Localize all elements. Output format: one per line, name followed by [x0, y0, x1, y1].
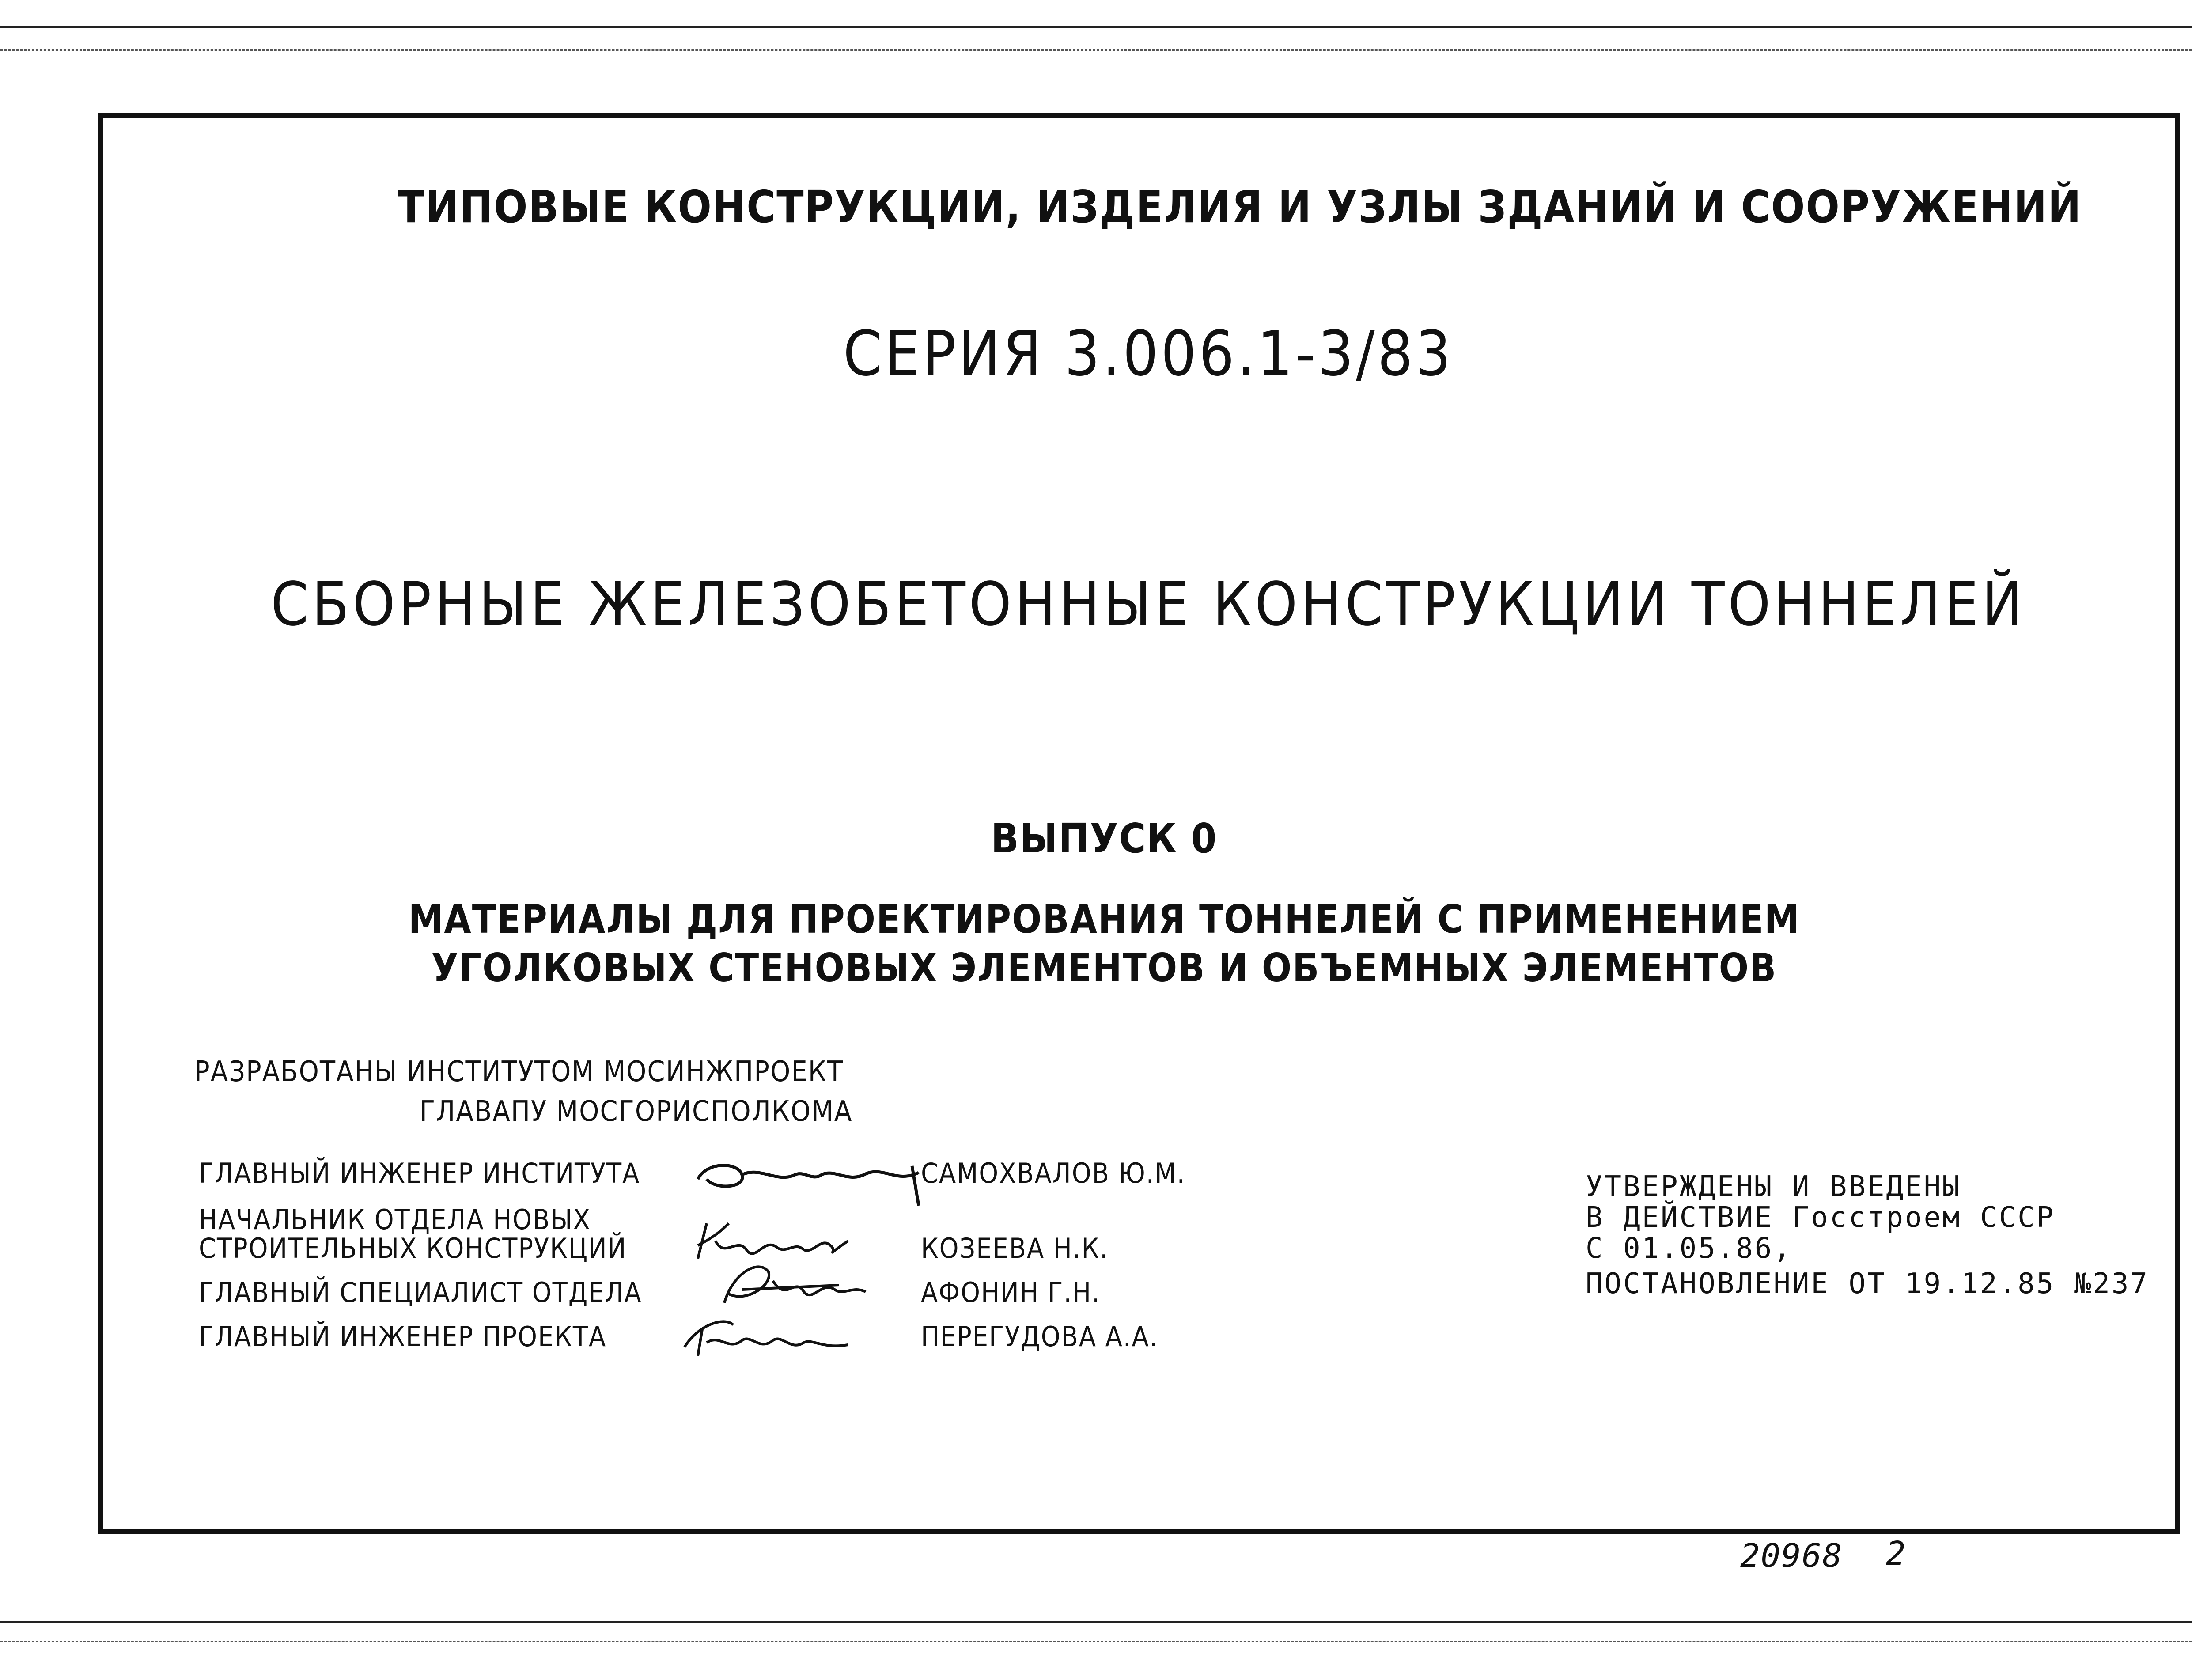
main-title: СБОРНЫЕ ЖЕЛЕЗОБЕТОННЫЕ КОНСТРУКЦИИ ТОННЕЛЕЙ	[271, 570, 2026, 639]
signature-peregudova	[671, 1307, 857, 1365]
signatory-role: ГЛАВНЫЙ СПЕЦИАЛИСТ ОТДЕЛА	[199, 1276, 642, 1309]
signatory-role-line-2: СТРОИТЕЛЬНЫХ КОНСТРУКЦИЙ	[199, 1232, 627, 1264]
top-dashed-line	[0, 49, 2192, 51]
issue-number: ВЫПУСК 0	[991, 815, 1218, 862]
developer-line-2: ГЛАВАПУ МОСГОРИСПОЛКОМА	[420, 1095, 853, 1128]
developer-line-1: РАЗРАБОТАНЫ ИНСТИТУТОМ МОСИНЖПРОЕКТ	[194, 1056, 844, 1088]
page-number: 2	[1886, 1535, 1907, 1573]
approval-line-3: С 01.05.86,	[1586, 1232, 1792, 1265]
bottom-dashed-line	[0, 1641, 2192, 1642]
signature-samokhvalov	[689, 1148, 936, 1210]
signatory-role: ГЛАВНЫЙ ИНЖЕНЕР ПРОЕКТА	[199, 1321, 607, 1353]
top-border-line	[0, 26, 2192, 28]
signatory-role-line-1: НАЧАЛЬНИК ОТДЕЛА НОВЫХ	[199, 1203, 591, 1236]
signatory-name: КОЗЕЕВА Н.К.	[921, 1232, 1109, 1264]
subtitle-line-2: УГОЛКОВЫХ СТЕНОВЫХ ЭЛЕМЕНТОВ И ОБЪЕМНЫХ ЭЛЕМЕНТОВ	[431, 945, 1777, 991]
signatory-name: САМОХВАЛОВ Ю.М.	[921, 1157, 1186, 1189]
signatory-name: АФОНИН Г.Н.	[921, 1276, 1101, 1309]
signature-afonin	[707, 1254, 875, 1316]
signatory-role: ГЛАВНЫЙ ИНЖЕНЕР ИНСТИТУТА	[199, 1157, 640, 1189]
signatory-name: ПЕРЕГУДОВА А.А.	[921, 1321, 1158, 1353]
approval-line-4: ПОСТАНОВЛЕНИЕ ОТ 19.12.85 №237	[1586, 1268, 2149, 1300]
approval-line-1: УТВЕРЖДЕНЫ И ВВЕДЕНЫ	[1586, 1170, 1961, 1203]
subtitle-line-1: МАТЕРИАЛЫ ДЛЯ ПРОЕКТИРОВАНИЯ ТОННЕЛЕЙ С ПРИМЕНЕНИЕМ	[408, 897, 1800, 942]
document-header: ТИПОВЫЕ КОНСТРУКЦИИ, ИЗДЕЛИЯ И УЗЛЫ ЗДАНИЙ И СООРУЖЕНИЙ	[398, 181, 2082, 233]
bottom-border-line	[0, 1621, 2192, 1623]
series-number: СЕРИЯ 3.006.1-3/83	[843, 318, 1454, 390]
document-number: 20968	[1740, 1537, 1843, 1575]
approval-line-2: В ДЕЙСТВИЕ Госстроем СССР	[1586, 1201, 2056, 1234]
